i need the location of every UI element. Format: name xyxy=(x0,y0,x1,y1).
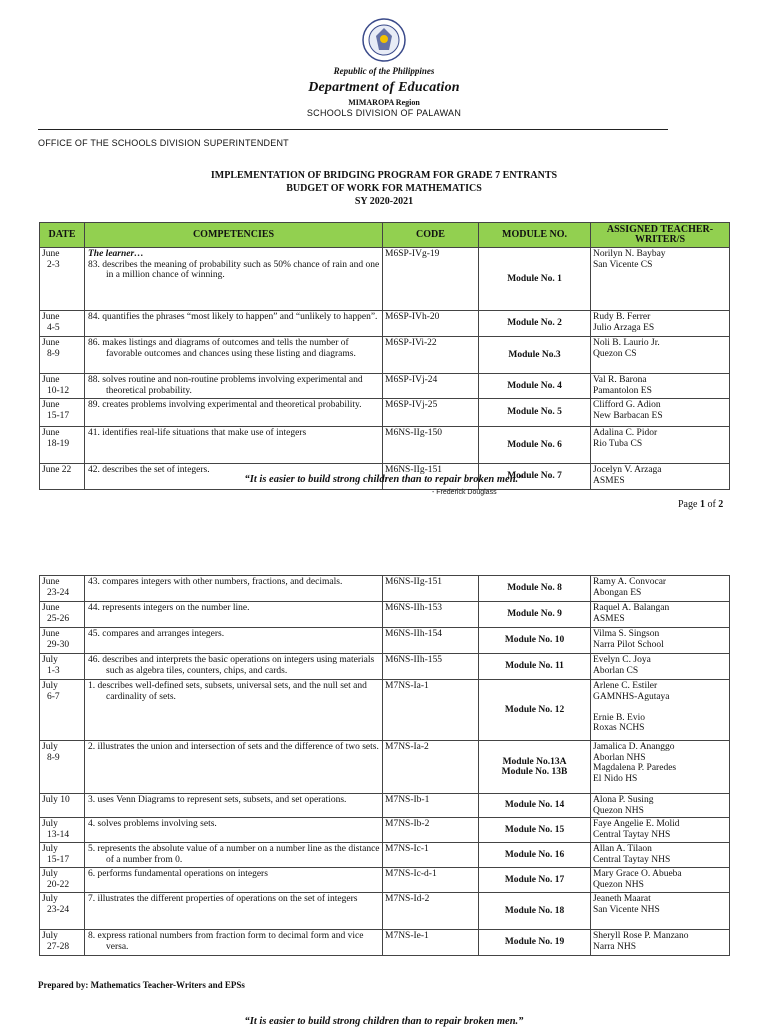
teacher-line: Aborlan NHS xyxy=(593,752,646,763)
competency-cell xyxy=(85,893,383,930)
table-row xyxy=(40,818,730,843)
teacher-line: Rudy B. Ferrer xyxy=(593,312,651,322)
teacher-line: Val R. Barona xyxy=(593,375,647,385)
teacher-line: Norilyn N. Baybay xyxy=(593,249,666,259)
republic-heading: Republic of the Philippines xyxy=(333,66,435,76)
module-cell xyxy=(479,893,591,930)
teacher-line: ASMES xyxy=(593,613,625,624)
module-label: Module No. 6 xyxy=(507,439,562,450)
page-current: 1 xyxy=(699,499,705,510)
module-label: Module No. 1 xyxy=(507,273,562,284)
school-year: SY 2020-2021 xyxy=(354,196,414,207)
date-cell xyxy=(40,399,85,427)
module-cell xyxy=(479,628,591,654)
competency-cell xyxy=(85,794,383,818)
code-cell: M7NS-Ic-d-1 xyxy=(383,868,479,893)
date-line: June xyxy=(42,629,60,639)
teacher-line: Pamantolon ES xyxy=(593,385,652,396)
competency-cell xyxy=(85,843,383,868)
teacher-line: Quezon NHS xyxy=(593,805,644,816)
date-line: 23-24 xyxy=(47,587,70,598)
table-row xyxy=(40,399,730,427)
header-code: CODE xyxy=(383,223,479,248)
code-cell: M7NS-Ie-1 xyxy=(383,930,479,956)
date-cell xyxy=(40,602,85,628)
date-line: June xyxy=(42,428,60,438)
code-cell: M6NS-IIh-153 xyxy=(383,602,479,628)
date-line: June xyxy=(42,577,60,587)
date-line: 27-28 xyxy=(47,941,70,952)
teacher-line: New Barbacan ES xyxy=(593,410,663,421)
date-cell xyxy=(40,654,85,680)
table-row xyxy=(40,930,730,956)
prepared-by: Prepared by: Mathematics Teacher-Writers and EPSs xyxy=(38,980,245,990)
date-cell xyxy=(40,628,85,654)
table-row xyxy=(40,741,730,794)
module-cell xyxy=(479,399,591,427)
budget-of-work-table-page-1 xyxy=(39,222,730,490)
module-cell xyxy=(479,794,591,818)
date-line: 20-22 xyxy=(47,879,70,890)
date-line: 29-30 xyxy=(47,639,70,650)
module-label: Module No. 15 xyxy=(504,824,565,835)
competency-text: 6. performs fundamental operations on integers xyxy=(88,869,268,879)
teacher-cell xyxy=(591,248,730,311)
date-line: 2-3 xyxy=(47,259,60,270)
quote-page-2: “It is easier to build strong children than to repair broken men.” xyxy=(244,1016,524,1027)
teacher-line xyxy=(593,702,727,713)
page-of-label: of xyxy=(707,499,716,510)
date-line: July xyxy=(42,681,58,691)
teacher-line: Noli B. Laurio Jr. xyxy=(593,338,660,348)
module-cell xyxy=(479,374,591,399)
teacher-cell xyxy=(591,818,730,843)
module-label: Module No. 10 xyxy=(504,635,565,646)
table-row xyxy=(40,868,730,893)
competency-text: 42. describes the set of integers. xyxy=(88,465,210,475)
budget-of-work-table-page-2 xyxy=(39,575,730,956)
teacher-line: GAMNHS-Agutaya xyxy=(593,691,670,702)
date-line: 4-5 xyxy=(47,322,60,333)
competency-cell xyxy=(85,399,383,427)
module-label: Module No. 12 xyxy=(504,704,565,715)
teacher-cell xyxy=(591,311,730,337)
module-cell xyxy=(479,311,591,337)
page-label: Page xyxy=(678,499,698,510)
date-line: June xyxy=(42,338,60,348)
learner-lead-text: The learner… xyxy=(88,249,144,259)
module-label: Module No.3 xyxy=(508,349,561,360)
teacher-line: Jocelyn V. Arzaga xyxy=(593,465,662,475)
date-line: 8-9 xyxy=(47,348,60,359)
header-date: DATE xyxy=(40,223,85,248)
teacher-line: Jeaneth Maarat xyxy=(593,894,651,904)
date-cell xyxy=(40,868,85,893)
date-cell xyxy=(40,248,85,311)
date-line: July 10 xyxy=(42,795,70,805)
document-title: IMPLEMENTATION OF BRIDGING PROGRAM FOR GRADE 7 ENTRANTS xyxy=(210,170,558,181)
competency-cell xyxy=(85,602,383,628)
competency-text: 86. makes listings and diagrams of outcomes and tells the number of favorable outcomes and chances using these listing and diagrams. xyxy=(88,338,356,359)
competency-cell xyxy=(85,680,383,741)
date-cell xyxy=(40,818,85,843)
date-line: 18-19 xyxy=(47,438,70,449)
competency-cell xyxy=(85,930,383,956)
teacher-cell xyxy=(591,930,730,956)
date-line: July xyxy=(42,655,58,665)
date-line: July xyxy=(42,894,58,904)
module-cell xyxy=(479,818,591,843)
code-cell: M6NS-IIg-151 xyxy=(383,576,479,602)
teacher-line: Roxas NCHS xyxy=(593,723,645,733)
date-line: 1-3 xyxy=(47,665,60,676)
teacher-cell xyxy=(591,399,730,427)
teacher-line: Central Taytay NHS xyxy=(593,829,671,840)
competency-cell xyxy=(85,818,383,843)
date-line: 25-26 xyxy=(47,613,70,624)
teacher-cell xyxy=(591,843,730,868)
competency-cell xyxy=(85,868,383,893)
date-line: 15-17 xyxy=(47,854,70,865)
quote-source: - Frederick Douglass xyxy=(432,489,497,496)
date-cell xyxy=(40,893,85,930)
module-label: Module No. 4 xyxy=(507,380,562,391)
competency-text: 88. solves routine and non-routine problems involving experimental and theoretical probability. xyxy=(88,375,363,396)
competency-text: 45. compares and arranges integers. xyxy=(88,629,225,639)
competency-text: 2. illustrates the union and intersection of sets and the difference of two sets. xyxy=(88,742,379,752)
module-cell xyxy=(479,868,591,893)
date-line: July xyxy=(42,844,58,854)
code-cell: M7NS-Ia-1 xyxy=(383,680,479,741)
date-line: July xyxy=(42,931,58,941)
date-line: July xyxy=(42,819,58,829)
teacher-line: San Vicente NHS xyxy=(593,904,660,915)
module-label: Module No. 2 xyxy=(507,318,562,329)
date-cell xyxy=(40,794,85,818)
module-label: Module No.13A xyxy=(502,756,567,767)
date-line: 23-24 xyxy=(47,904,70,915)
document-subtitle: BUDGET OF WORK FOR MATHEMATICS xyxy=(286,183,482,194)
module-cell xyxy=(479,741,591,794)
teacher-cell xyxy=(591,868,730,893)
module-cell xyxy=(479,930,591,956)
deped-seal-logo xyxy=(362,18,406,62)
table-row xyxy=(40,628,730,654)
table-row xyxy=(40,311,730,337)
teacher-line: Narra NHS xyxy=(593,941,637,952)
competency-text: 8. express rational numbers from fraction form to decimal form and vice versa. xyxy=(88,931,364,952)
competency-cell xyxy=(85,311,383,337)
teacher-line: Faye Angelie E. Molid xyxy=(593,819,680,829)
module-cell xyxy=(479,843,591,868)
teacher-line: Evelyn C. Joya xyxy=(593,655,651,665)
teacher-cell xyxy=(591,741,730,794)
competency-cell xyxy=(85,654,383,680)
date-cell xyxy=(40,930,85,956)
teacher-line: Jamalica D. Ananggo xyxy=(593,742,675,752)
teacher-cell xyxy=(591,893,730,930)
date-cell xyxy=(40,576,85,602)
table-row xyxy=(40,654,730,680)
date-line: June xyxy=(42,312,60,322)
competency-text: 3. uses Venn Diagrams to represent sets, subsets, and set operations. xyxy=(88,795,347,805)
teacher-line: Vilma S. Singson xyxy=(593,629,660,639)
table-row xyxy=(40,843,730,868)
header-divider xyxy=(38,129,668,130)
competency-text: 4. solves problems involving sets. xyxy=(88,819,217,829)
teacher-cell xyxy=(591,654,730,680)
table-row xyxy=(40,576,730,602)
competency-text: 1. describes well-defined sets, subsets, universal sets, and the null set and cardinality of sets. xyxy=(88,681,367,702)
code-cell: M6NS-IIg-150 xyxy=(383,427,479,464)
date-cell xyxy=(40,374,85,399)
date-cell xyxy=(40,843,85,868)
teacher-line: San Vicente CS xyxy=(593,259,653,270)
code-cell: M6NS-IIh-154 xyxy=(383,628,479,654)
module-cell xyxy=(479,602,591,628)
competency-cell xyxy=(85,337,383,374)
module-cell xyxy=(479,654,591,680)
code-cell: M7NS-Ib-1 xyxy=(383,794,479,818)
teacher-line: Alona P. Susing xyxy=(593,795,654,805)
teacher-line: Raquel A. Balangan xyxy=(593,603,670,613)
teacher-cell xyxy=(591,576,730,602)
competency-cell xyxy=(85,374,383,399)
competency-cell xyxy=(85,628,383,654)
module-label: Module No. 16 xyxy=(504,849,565,860)
competency-text: 89. creates problems involving experimental and theoretical probability. xyxy=(88,400,362,410)
code-cell: M7NS-Id-2 xyxy=(383,893,479,930)
date-line: June xyxy=(42,375,60,385)
competency-text: 84. quantifies the phrases “most likely to happen” and “unlikely to happen”. xyxy=(88,312,378,322)
competency-cell xyxy=(85,576,383,602)
teacher-line: Rio Tuba CS xyxy=(593,438,643,449)
teacher-line: Julio Arzaga ES xyxy=(593,322,655,333)
teacher-line: Arlene C. Estiler xyxy=(593,681,658,691)
quote: “It is easier to build strong children than to repair broken men.” xyxy=(244,474,524,485)
module-label: Module No. 17 xyxy=(504,874,565,885)
competency-cell xyxy=(85,248,383,311)
teacher-line: Adalina C. Pidor xyxy=(593,428,658,438)
table-row xyxy=(40,680,730,741)
competency-text: 7. illustrates the different properties of operations on the set of integers xyxy=(88,894,358,904)
header-teacher: ASSIGNED TEACHER-WRITER/S xyxy=(591,223,730,248)
competency-text: 44. represents integers on the number line. xyxy=(88,603,250,613)
page-total: 2 xyxy=(718,499,724,510)
code-cell: M6NS-IIg-151 xyxy=(383,464,479,490)
date-line: June 22 xyxy=(42,465,72,475)
table-row xyxy=(40,374,730,399)
teacher-line: Clifford G. Adion xyxy=(593,400,661,410)
competency-text: 46. describes and interprets the basic operations on integers using materials such as algebra tiles, counters, chips, and cards. xyxy=(88,655,375,676)
code-cell: M6SP-IVi-22 xyxy=(383,337,479,374)
module-label: Module No. 8 xyxy=(507,583,562,594)
date-cell xyxy=(40,311,85,337)
table-row xyxy=(40,794,730,818)
date-cell xyxy=(40,680,85,741)
module-label: Module No. 9 xyxy=(507,609,562,620)
teacher-cell xyxy=(591,337,730,374)
date-line: 13-14 xyxy=(47,829,70,840)
teacher-line: Ramy A. Convocar xyxy=(593,577,667,587)
teacher-line: Abongan ES xyxy=(593,587,642,598)
teacher-line: Sheryll Rose P. Manzano xyxy=(593,931,689,941)
code-cell: M7NS-Ia-2 xyxy=(383,741,479,794)
teacher-line: El Nido HS xyxy=(593,773,638,784)
code-cell: M6SP-IVh-20 xyxy=(383,311,479,337)
module-label: Module No. 13B xyxy=(501,767,568,777)
module-cell xyxy=(479,427,591,464)
office-label: OFFICE OF THE SCHOOLS DIVISION SUPERINTENDENT xyxy=(38,138,289,148)
date-line: June xyxy=(42,249,60,259)
department-heading: Department of Education xyxy=(308,80,460,95)
teacher-cell xyxy=(591,374,730,399)
teacher-line: ASMES xyxy=(593,475,625,486)
competency-cell xyxy=(85,741,383,794)
module-cell xyxy=(479,337,591,374)
module-cell xyxy=(479,576,591,602)
competency-text: 41. identifies real-life situations that make use of integers xyxy=(88,428,307,438)
teacher-cell xyxy=(591,628,730,654)
table-row xyxy=(40,893,730,930)
competency-cell xyxy=(85,427,383,464)
date-line: 10-12 xyxy=(47,385,70,396)
date-line: June xyxy=(42,400,60,410)
teacher-line: Aborlan CS xyxy=(593,665,639,676)
teacher-line: Ernie B. Evio xyxy=(593,712,645,723)
code-cell: M7NS-Ic-1 xyxy=(383,843,479,868)
teacher-cell xyxy=(591,680,730,741)
table-row xyxy=(40,337,730,374)
region-heading: MIMAROPA Region xyxy=(348,98,420,107)
header-module: MODULE NO. xyxy=(479,223,591,248)
teacher-cell xyxy=(591,427,730,464)
table-row xyxy=(40,248,730,311)
date-line: 6-7 xyxy=(47,691,60,702)
teacher-line: Narra Pilot School xyxy=(593,639,664,650)
date-line: June xyxy=(42,603,60,613)
header-competencies: COMPETENCIES xyxy=(85,223,383,248)
table-row xyxy=(40,427,730,464)
date-line: 15-17 xyxy=(47,410,70,421)
module-cell xyxy=(479,248,591,311)
competency-text: 5. represents the absolute value of a number on a number line as the distance of a number from 0. xyxy=(88,844,380,865)
date-cell xyxy=(40,337,85,374)
module-label: Module No. 19 xyxy=(504,937,565,948)
module-label: Module No. 14 xyxy=(504,800,565,811)
module-label: Module No. 11 xyxy=(505,661,564,672)
teacher-line: Allan A. Tilaon xyxy=(593,844,652,854)
code-cell: M6SP-IVj-25 xyxy=(383,399,479,427)
division-heading: SCHOOLS DIVISION OF PALAWAN xyxy=(306,108,462,118)
teacher-cell xyxy=(591,602,730,628)
teacher-line: Magdalena P. Paredes xyxy=(593,763,677,773)
date-line: 8-9 xyxy=(47,752,60,763)
module-label: Module No. 7 xyxy=(507,471,562,482)
module-label: Module No. 18 xyxy=(504,905,565,916)
code-cell: M6SP-IVg-19 xyxy=(383,248,479,311)
date-line: July xyxy=(42,742,58,752)
teacher-line: Quezon CS xyxy=(593,348,637,359)
module-cell xyxy=(479,680,591,741)
teacher-cell xyxy=(591,794,730,818)
competency-text: 83. describes the meaning of probability such as 50% chance of rain and one in a million chance of winning. xyxy=(88,259,380,280)
date-cell xyxy=(40,741,85,794)
teacher-line: Mary Grace O. Abueba xyxy=(593,869,682,879)
code-cell: M7NS-Ib-2 xyxy=(383,818,479,843)
module-label: Module No. 5 xyxy=(507,407,562,418)
page-number xyxy=(678,499,723,510)
teacher-line: Quezon NHS xyxy=(593,879,644,890)
date-cell xyxy=(40,427,85,464)
teacher-line: Central Taytay NHS xyxy=(593,854,671,865)
date-line: July xyxy=(42,869,58,879)
code-cell: M6SP-IVj-24 xyxy=(383,374,479,399)
competency-text: 43. compares integers with other numbers, fractions, and decimals. xyxy=(88,577,343,587)
table-row xyxy=(40,602,730,628)
code-cell: M6NS-IIh-155 xyxy=(383,654,479,680)
